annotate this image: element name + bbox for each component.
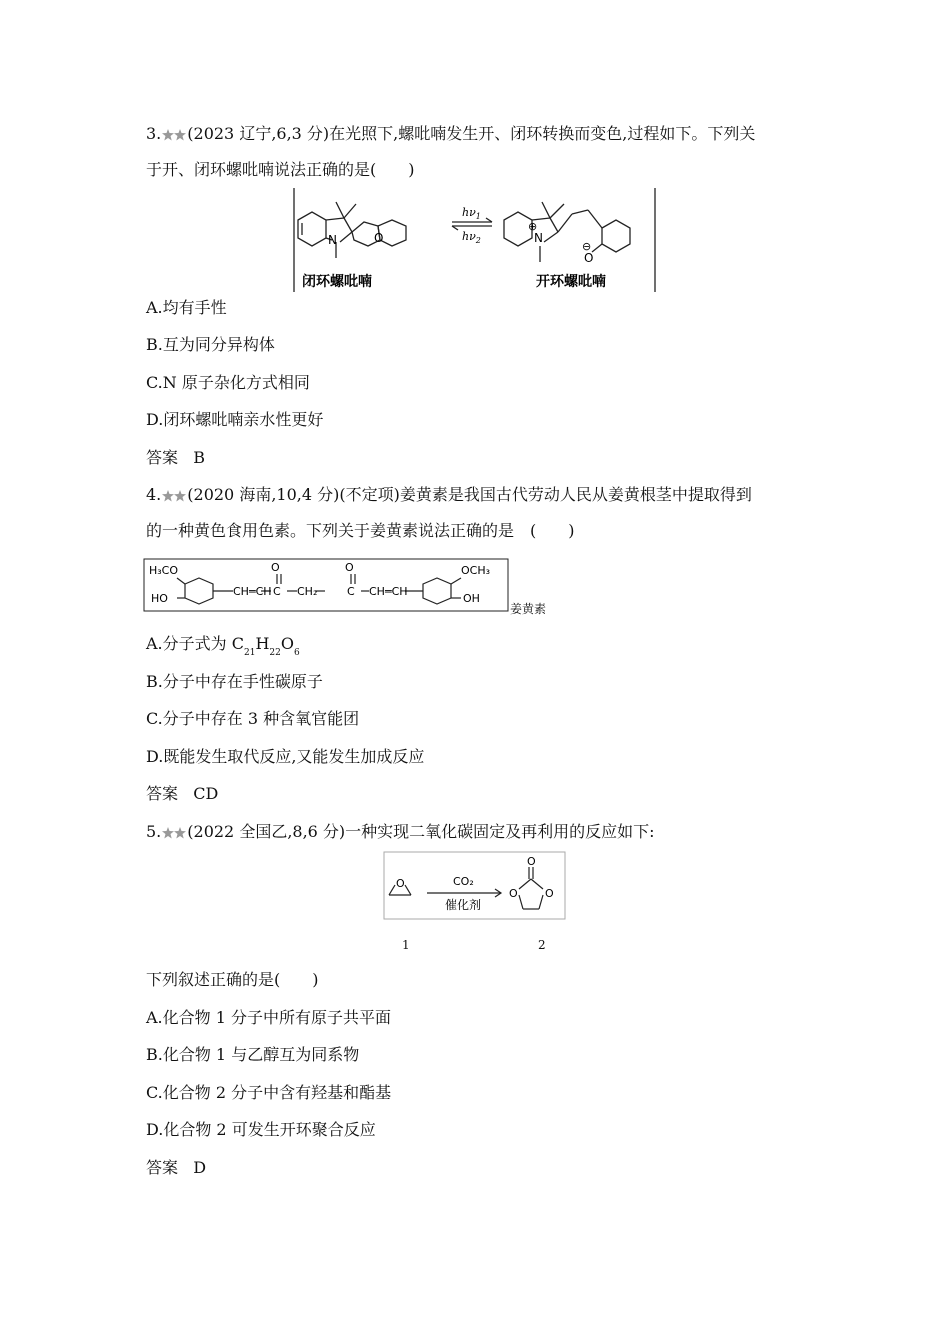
h3co-label: H₃CO <box>149 564 179 577</box>
och3-label: OCH₃ <box>461 564 491 577</box>
difficulty-stars-icon <box>162 129 186 141</box>
difficulty-stars-icon <box>162 827 186 839</box>
question-number: 3. <box>146 124 162 143</box>
answer-value: B <box>193 448 206 467</box>
q4-stem-line2: 的一种黄色食用色素。下列关于姜黄素说法正确的是 ( ) <box>146 521 575 540</box>
q4-option-a: A.分子式为 $C_{21}H_{22}O_6$ <box>146 634 300 658</box>
ho-label: HO <box>151 592 168 605</box>
hv1-label: $h\nu_1$ <box>462 206 481 221</box>
open-label: 开环螺吡喃 <box>536 274 606 290</box>
question-number: 4. <box>146 485 162 504</box>
q4-answer: 答案 CD <box>146 784 219 803</box>
stem-text: (2023 辽宁,6,3 分)在光照下,螺吡喃发生开、闭环转换而变色,过程如下。下列关 <box>187 124 756 143</box>
q5-stem: 下列叙述正确的是( ) <box>146 970 319 989</box>
q5-option-a: A.化合物 1 分子中所有原子共平面 <box>146 1008 391 1027</box>
q3-answer: 答案 B <box>146 448 206 467</box>
q3-option-c: C.N 原子杂化方式相同 <box>146 373 310 392</box>
q5-option-c: C.化合物 2 分子中含有羟基和酯基 <box>146 1083 392 1102</box>
q4-option-c: C.分子中存在 3 种含氧官能团 <box>146 709 360 728</box>
q3-stem-line2: 于开、闭环螺吡喃说法正确的是( ) <box>146 160 415 179</box>
chain-ch-ch-right: CH═CH <box>369 585 408 598</box>
q4-option-b: B.分子中存在手性碳原子 <box>146 672 323 691</box>
difficulty-stars-icon <box>162 490 186 502</box>
curcumin-label: 姜黄素 <box>510 602 547 616</box>
stem-text: (2020 海南,10,4 分)(不定项)姜黄素是我国古代劳动人民从姜黄根茎中提取得到 <box>187 485 752 504</box>
answer-value: CD <box>193 784 219 803</box>
stem-text: (2022 全国乙,8,6 分)一种实现二氧化碳固定及再利用的反应如下: <box>187 822 655 841</box>
q4-stem-line1 <box>146 485 752 505</box>
q5-option-b: B.化合物 1 与乙醇互为同系物 <box>146 1045 360 1064</box>
co2-fixation-figure <box>383 851 567 921</box>
epoxide-o-label: O <box>396 877 405 890</box>
n-atom-label: N <box>328 233 337 247</box>
o-minus-label: O <box>584 251 594 265</box>
closed-label: 闭环螺吡喃 <box>302 274 372 290</box>
q3-option-d: D.闭环螺吡喃亲水性更好 <box>146 410 324 429</box>
q3-stem-line1 <box>146 124 755 144</box>
q4-option-d: D.既能发生取代反应,又能发生加成反应 <box>146 747 425 766</box>
n-atom-label-open: N <box>534 231 543 245</box>
carbonyl-o-left: O <box>271 561 280 574</box>
q3-option-a: A.均有手性 <box>146 298 227 317</box>
carbonyl-o-right: O <box>345 561 354 574</box>
q5-option-d: D.化合物 2 可发生开环聚合反应 <box>146 1120 376 1139</box>
hv2-label: $h\nu_2$ <box>462 230 481 245</box>
catalyst-label: 催化剂 <box>445 898 482 912</box>
carbonate-o-right: O <box>545 887 554 900</box>
o-atom-label: O <box>374 231 384 245</box>
carbonate-o-top: O <box>527 855 536 868</box>
co2-reagent-label: CO₂ <box>453 875 474 888</box>
q5-answer: 答案 D <box>146 1158 207 1177</box>
plus-charge: ⊕ <box>528 220 538 233</box>
answer-value: D <box>193 1158 207 1177</box>
curcumin-figure <box>143 558 513 614</box>
spiropyran-figure <box>292 188 658 292</box>
q5-stem-line1 <box>146 822 655 842</box>
chain-c-right: C <box>347 585 355 598</box>
carbonate-o-left: O <box>509 887 518 900</box>
compound-1-number: 1 <box>402 938 410 952</box>
minus-charge: ⊖ <box>582 240 592 253</box>
chain-ch2: CH₂ <box>297 585 318 598</box>
compound-2-number: 2 <box>538 938 546 952</box>
chain-c-left: C <box>273 585 281 598</box>
q3-option-b: B.互为同分异构体 <box>146 335 275 354</box>
chain-ch-ch-left: CH═CH <box>233 585 272 598</box>
oh-label: OH <box>463 592 480 605</box>
question-number: 5. <box>146 822 162 841</box>
